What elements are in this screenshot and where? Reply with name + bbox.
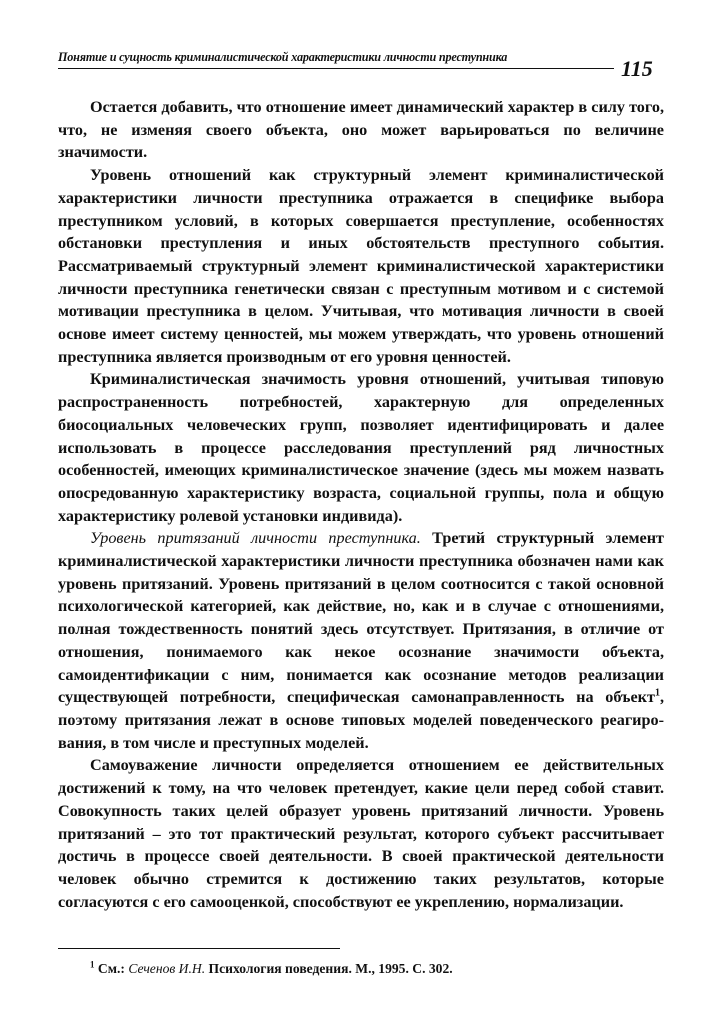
footnote-divider (58, 948, 340, 949)
running-header: Понятие и сущность криминалистической характеристики личности преступника (58, 50, 614, 69)
paragraph-4-text-b: , поэтому притязания лежат в основе типовых моделей поведенческого реагирования, в том числе и преступных моделей. (58, 688, 664, 752)
body-text (58, 96, 664, 913)
footnote-prefix: См.: (94, 961, 129, 976)
paragraph-5: Самоуважение личности определяется отношением ее действительных достижений к тому, на что человек претендует, какие цели перед собой ставит. Совокупность таких целей образует уровень притязаний личности. Уровень притязаний – это тот практический результат, которого субъект рассчитывает достичь в процессе своей деятельности. В своей практической деятельности человек обычно стремится к достижению таких результатов, которые согласуются с его самооценкой, способствуют ее укреплению, нормализации. (58, 756, 664, 911)
section-lead-italic: Уровень притязаний личности преступника. (90, 529, 421, 548)
paragraph-4 (58, 527, 664, 754)
paragraph-4-text-a: Третий структурный элемент криминалистической характеристики личности преступника обозначен нами как уровень притязаний. Уровень притязаний в целом соотносится с такой основной психологической категорией, как действие, но, как и в случае с отношениями, полная тождественность понятий здесь отсутствует. Притязания, в отличие от отношения, понимаемого как некое осознание значимости объекта, самоидентификации с ним, понимается как осознание методов реализации существующей потребности, специфическая самонаправленность на объект (58, 529, 664, 707)
footnote-source: Психология поведения. М., 1995. С. 302. (205, 961, 453, 976)
footnote-mark: 1 (90, 959, 95, 970)
paragraph-1: Остается добавить, что отношение имеет динамический характер в силу того, что, не изменяя своего объекта, оно может варьироваться по величине значимости. (58, 98, 664, 162)
page-number: 115 (621, 56, 653, 81)
footnote (90, 961, 453, 977)
footnote-author: Сеченов И.Н. (128, 961, 206, 976)
footnote-reference[interactable]: 1 (654, 687, 660, 699)
paragraph-3: Криминалистическая значимость уровня отношений, учитывая типовую распространенность потребностей, характерную для определенных биосоциальных человеческих групп, позволяет идентифицировать и далее использовать в процессе расследования преступлений ряд личностных особенностей, имеющих криминалистическое значение (здесь мы можем назвать опосредованную характеристику возраста, социальной группы, пола и общую характеристику ролевой установки индивида). (58, 370, 664, 525)
paragraph-2: Уровень отношений как структурный элемент криминалистической характеристики личности преступника отражается в специфике выбора преступником условий, в которых совершается преступление, особенностях обстановки преступления и иных обстоятельств преступного события. Рассматриваемый структурный элемент криминалистической характеристики личности преступника генетически связан с преступным мотивом и с системой мотивации преступника в целом. Учитывая, что мотивация личности в своей основе имеет систему ценностей, мы можем утверждать, что уровень отношений преступника является производным от его уровня ценностей. (58, 166, 664, 366)
